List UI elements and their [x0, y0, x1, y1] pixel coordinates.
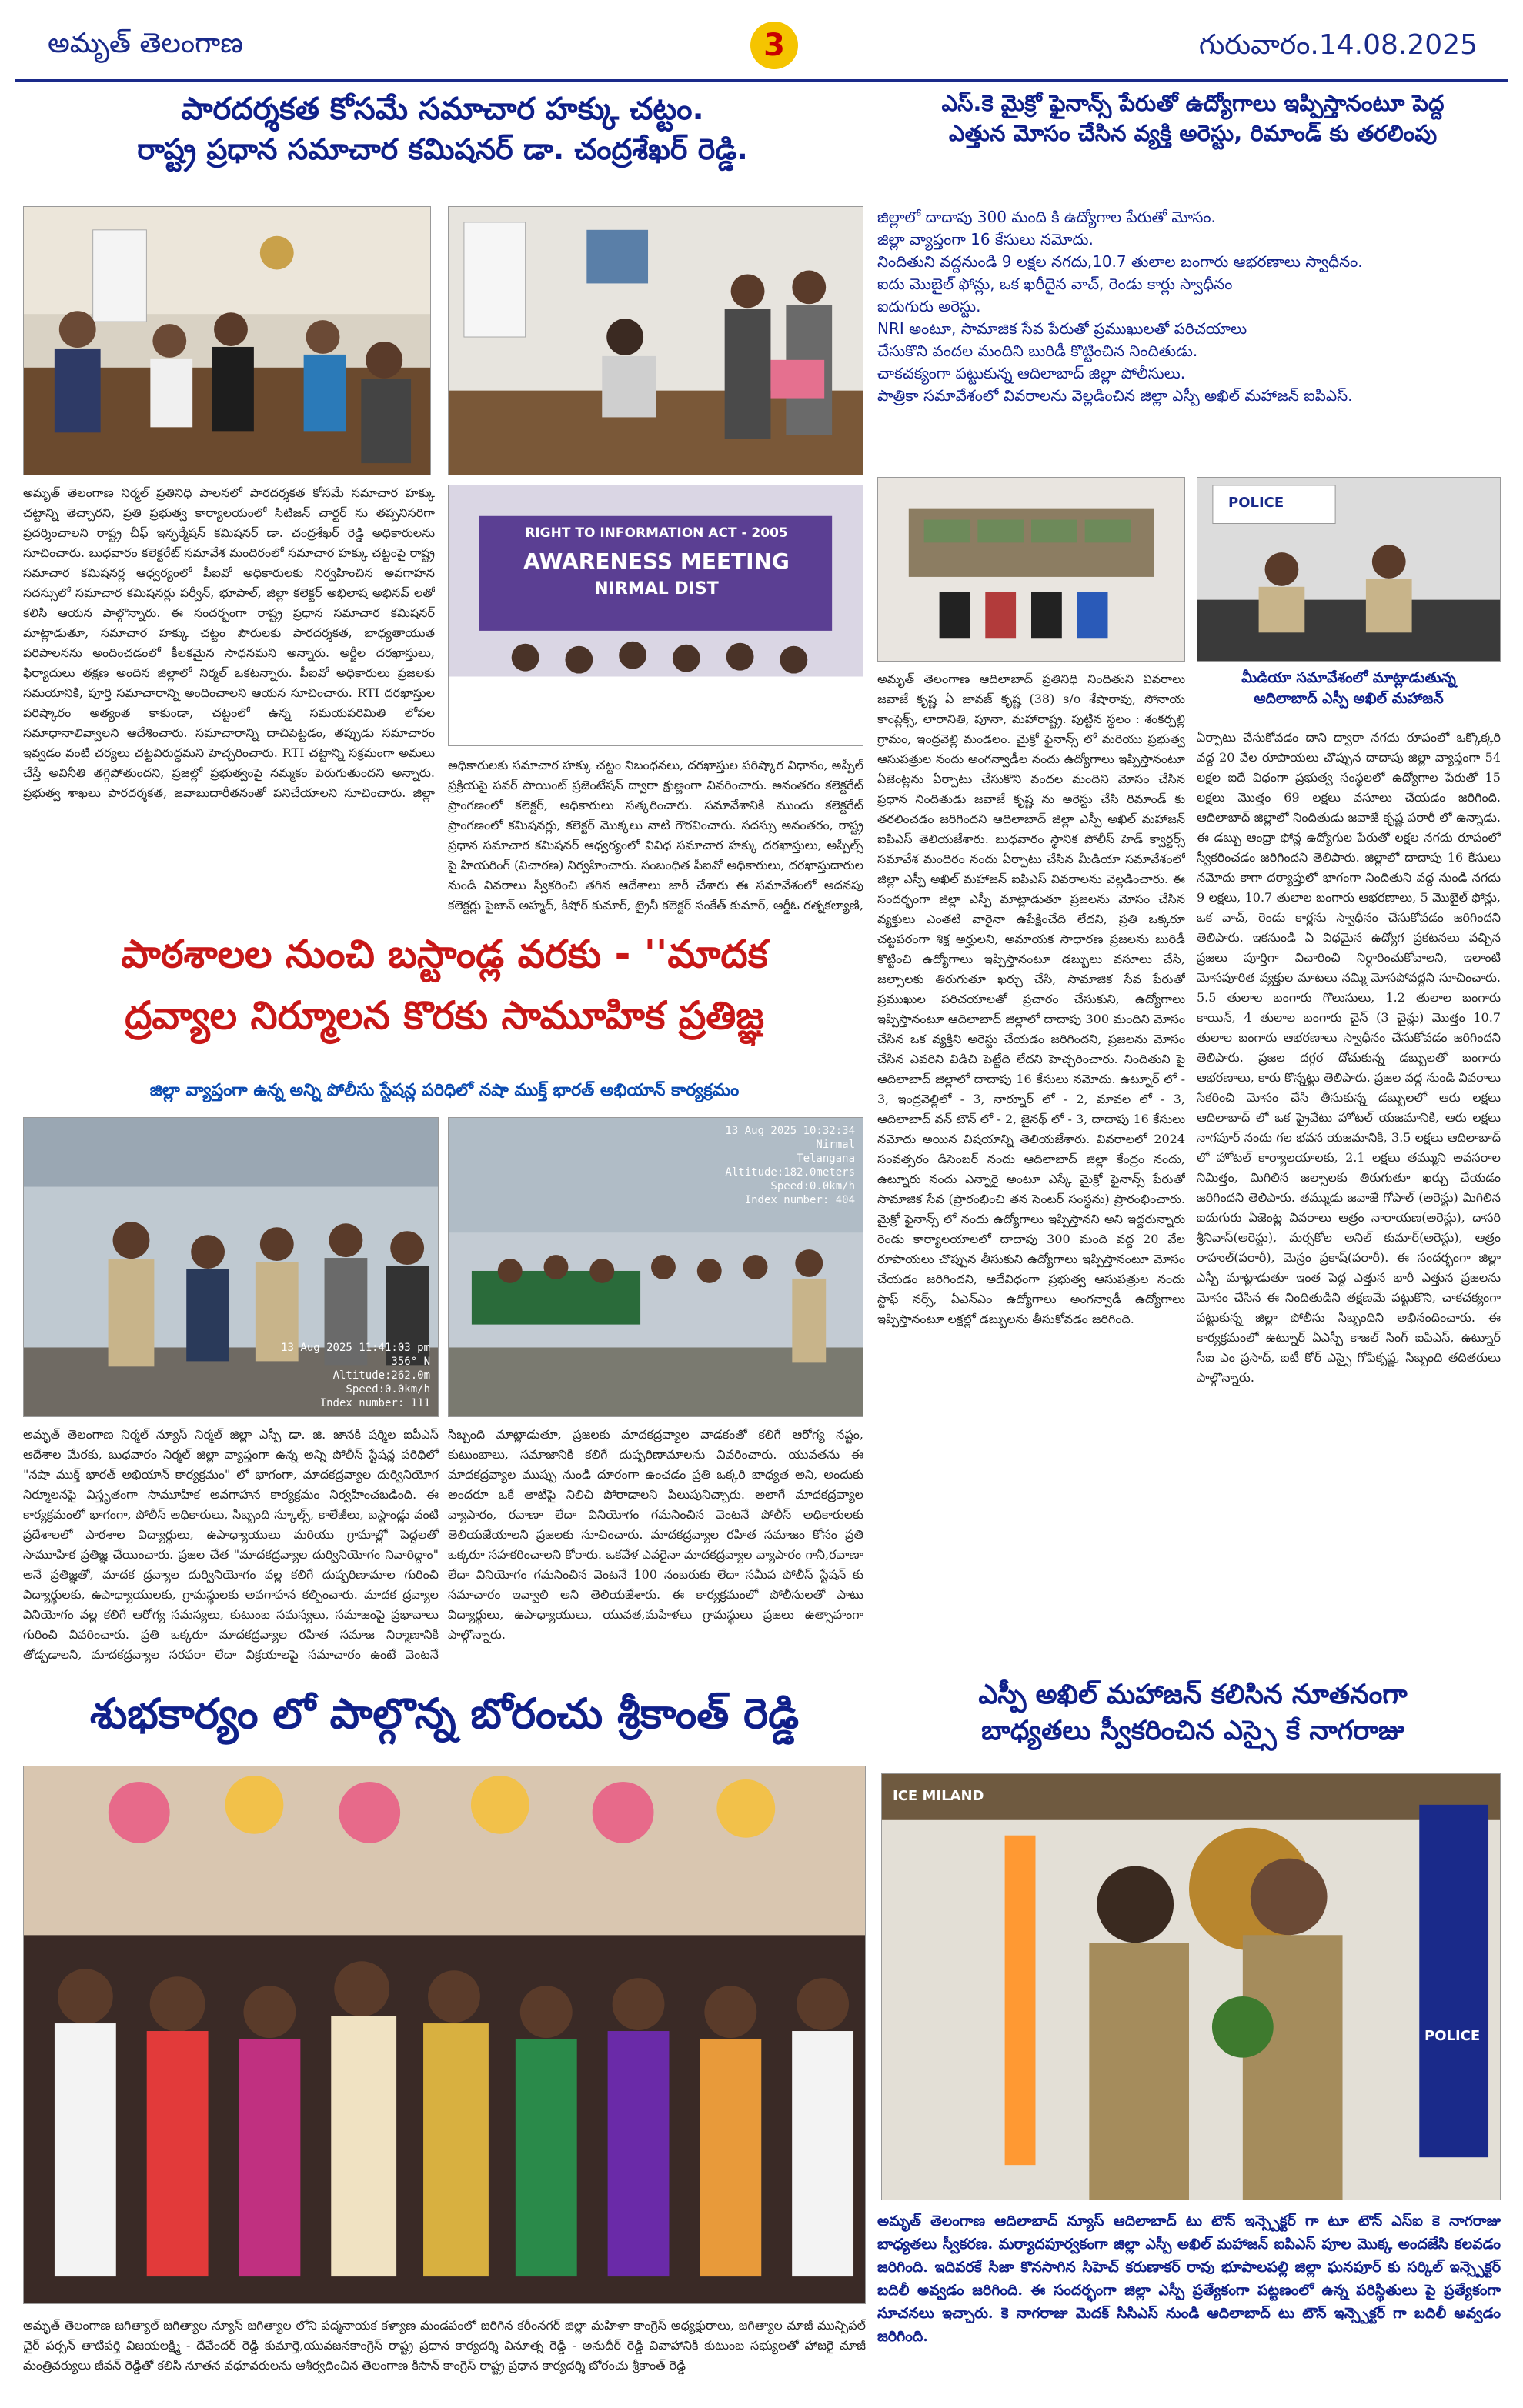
wedding-headline: శుభకార్యం లో పాల్గొన్న బోరంచు శ్రీకాంత్ రెడ్డి	[89, 1689, 800, 1738]
fraud-bullet: నిందితుని వద్దనుండి 9 లక్షల నగదు,10.7 తులాల బంగారు ఆభరణాలు స్వాధీనం.	[877, 252, 1363, 271]
rti-body-col2: అధికారులకు సమాచార హక్కు చట్టం నిబంధనలు, దరఖాస్తుల పరిష్కార విధానం, అప్పీల్ ప్రక్రియపై పవర్ పాయింట్ ప్రజెంటేషన్ ద్వారా క్షుణ్ణంగా వివరించారు. అనంతరం కలెక్టరేట్ ప్రాంగణంలో కలెక్టర్, అధికారులు సత్కరించారు. సమావేశానికి ముందు కలెక్టరేట్ ప్రాంగణంలో కమిషనర్లు, కలెక్టర్ మొక్కలు నాటి గౌరవించారు. సదస్సు అనంతరం, రాష్ట్ర ప్రధాన సమాచార కమిషనర్ ఆధ్వర్యంలో వివిధ సమాచార హక్కు దరఖాస్తులు, అప్పీల్స్ పై హియరింగ్ (విచారణ) నిర్వహించారు. సంబంధిత పీఐవో అధికారులు, దరఖాస్తుదారుల నుండి వివరాలు స్వీకరించి తగిన ఆదేశాలు జారీ చేశారు ఈ సమావేశంలో అదనపు కలెక్టర్లు ఫైజాన్ అహ్మద్, కిషోర్ కుమార్, ట్రైనీ కలెక్టర్ సంకేత్ కుమార్, ఆర్డీఓ రత్నకల్యాణి,	[448, 758, 863, 912]
fraud-bullet: పాత్రికా సమావేశంలో వివరాలను వెల్లడించిన జిల్లా ఎస్పీ అఖిల్ మహాజన్ ఐపిఎస్.	[877, 386, 1353, 405]
photo-geo-stamp-right: 13 Aug 2025 10:32:34 Nirmal Telangana Altitude:182.0meters Speed:0.0km/h Index number: 404	[725, 1125, 855, 1206]
rti-photo-banner	[448, 485, 863, 746]
rti-headline-line1: పారదర్శకత కోసమే సమాచార హక్కు చట్టం.	[181, 92, 704, 127]
newspaper-title: అమృత్ తెలంగాణ	[48, 28, 244, 59]
masthead	[15, 6, 1508, 82]
wedding-body: అమృత్ తెలంగాణ జగిత్యాల్ జగిత్యాల న్యూస్ జగిత్యాల లోని పద్మనాయక కళ్యాణ మండపంలో జరిగిన కరీంనగర్ జిల్లా మహిళా కాంగ్రెస్ అధ్యక్షురాలు, జగిత్యాల మాజీ మున్సిపల్ చైర్ పర్సన్ తాటిపర్తి విజయలక్ష్మి - దేవేందర్ రెడ్డి కుమార్తె,యువజనకాంగ్రెస్ రాష్ట్ర ప్రధాన కార్యదర్శి వినూత్న రెడ్డి - అనుదీర్ రెడ్డి వివాహానికి కుటుంబ సభ్యులతో హాజరై మాజీ మంత్రివర్యులు జీవన్ రెడ్డితో కలిసి నూతన వధూవరులను ఆశీర్వదించిన తెలంగాణ కిసాన్ కాంగ్రెస్ రాష్ట్ర ప్రధాన కార్యదర్శి బోరంచు శ్రీకాంత్ రెడ్డి	[23, 2318, 866, 2373]
fraud-bullet: ఐదుగురు అరెస్టు.	[877, 297, 981, 315]
fraud-caption-line1: మీడియా సమావేశంలో మాట్లాడుతున్న	[1241, 669, 1456, 686]
drugs-headline	[15, 923, 873, 1077]
drugs-subheadline: జిల్లా వ్యాప్తంగా ఉన్న అన్ని పోలీసు స్టేషన్ల పరిధిలో నషా ముక్త్ భారత్ అభియాన్ కార్యక్రమం	[149, 1081, 740, 1100]
fraud-headline-line2: ఎత్తున మోసం చేసిన వ్యక్తి అరెస్టు, రిమాండ్ కు తరలింపు	[948, 120, 1438, 147]
police-sign-text: POLICE	[1228, 495, 1284, 511]
fraud-bullet: చాకచక్యంగా పట్టుకున్న ఆదిలాబాద్ జిల్లా పోలీసులు.	[877, 364, 1186, 382]
fraud-bullet: జిల్లాలో దాదాపు 300 మంది కి ఉద్యోగాల పేరుతో మోసం.	[877, 208, 1216, 226]
wedding-photo	[23, 1766, 866, 2304]
page-number-badge: 3	[750, 22, 798, 69]
fraud-caption-line2: ఆదిలాబాద్ ఎస్పీ అఖిల్ మహాజన్	[1254, 689, 1444, 707]
drugs-headline-line2: ద్రవ్యాల నిర్మూలన కొరకు సామూహిక ప్రతిజ్ఞ	[125, 993, 764, 1038]
fraud-photo-seized-items	[877, 477, 1185, 662]
issue-date: గురువారం.14.08.2025	[1198, 29, 1478, 61]
rti-photo-office	[23, 206, 431, 475]
fraud-bullet: జిల్లా వ్యాప్తంగా 16 కేసులు నమోదు.	[877, 230, 1094, 248]
rti-banner-line2: AWARENESS MEETING	[523, 549, 790, 574]
fraud-headline-line1: ఎస్.కె మైక్రో ఫైనాన్స్ పేరుతో ఉద్యోగాలు ఇప్పిస్తానంటూ పెద్ద	[941, 90, 1445, 116]
fraud-photo-caption	[1197, 668, 1501, 722]
rti-photo-meeting	[448, 206, 863, 475]
rti-banner-line3: NIRMAL DIST	[594, 579, 719, 599]
fraud-bullet: ఐదు మొబైల్ ఫోన్లు, ఒక ఖరీదైన వాచ్, రెండు కార్లు స్వాధీనం	[877, 275, 1233, 293]
fraud-photo-press-meet	[1197, 477, 1501, 662]
drugs-headline-line1: పాఠశాలల నుంచి బస్టాండ్ల వరకు - ''మాదక	[121, 932, 768, 976]
drugs-body-col2: సిబ్బంది మాట్లాడుతూ, ప్రజలకు మాదకద్రవ్యాల వాడకంతో కలిగే ఆరోగ్య నష్టం, కుటుంబాలు, సమాజానికి కలిగే దుష్పరిణామాలను వివరించారు. యువతను ఈ మాదకద్రవ్యాల ముప్పు నుండి దూరంగా ఉంచడం ప్రతి ఒక్కరి బాధ్యత అని, అందుకు అందరూ ఒకే తాటిపై నిలిచి పోరాడాలని పిలుపునిచ్చారు. అలాగే మాదకద్రవ్యాల వ్యాపారం, రవాణా లేదా వినియోగం గమనించిన వెంటనే పోలీస్ అధికారులకు తెలియజేయాలని ప్రజలకు సూచించారు. మాదకద్రవ్యాల రహిత సమాజం కోసం ప్రతి ఒక్కరూ సహకరించాలని కోరారు. ఒకవేళ ఎవరైనా మాదకద్రవ్యాల వ్యాపారం గానీ,రవాణా లేదా వినియోగం గమనించిన వెంటనే 100 నంబరుకు లేదా సమీప పోలీస్ స్టేషన్ కు సమాచారం ఇవ్వాలి అని తెలియజేశారు. ఈ కార్యక్రమంలో పోలీసులతో పాటు విద్యార్థులు, ఉపాధ్యాయులు, యువత,మహిళలు గ్రామస్థులు ప్రజలు ఉత్సాహంగా పాల్గొన్నారు.	[448, 1427, 863, 1642]
drugs-body-col1: అమృత్ తెలంగాణ నిర్మల్ న్యూస్ నిర్మల్ జిల్లా ఎస్పీ డా. జి. జానకి షర్మిల ఐపీఎస్ ఆదేశాల మేరకు, బుధవారం నిర్మల్ జిల్లా వ్యాప్తంగా ఉన్న అన్ని పోలీస్ స్టేషన్ల పరిధిలో "నషా ముక్త్ భారత్ అభియాన్ కార్యక్రమం" లో భాగంగా, మాదకద్రవ్యాల దుర్వినియోగ నిర్మూలనపై విస్తృతంగా సామూహిక అవగాహన కార్యక్రమం నిర్వహించబడింది. ఈ కార్యక్రమంలో భాగంగా, పోలీస్ అధికారులు, సిబ్బంది స్కూల్స్, కాలేజీలు, బస్టాండ్లు వంటి ప్రదేశాలలో పాఠశాల విద్యార్థులు, ఉపాధ్యాయులు మరియు గ్రామాల్లో పెద్దలతో సామూహిక ప్రతిజ్ఞ చేయించారు. ప్రజల చేత "మాదకద్రవ్యాల దుర్వినియోగం నివారిద్దాం" అనే ప్రతిజ్ఞతో, మాదక ద్రవ్యాల దుర్వినియోగం వల్ల కలిగే దుష్పరిణామాల గురించి విద్యార్థులకు, ఉపాధ్యాయులకు, గ్రామస్థులకు అవగాహన కల్పించారు. మాదక ద్రవ్యాల వినియోగం వల్ల కలిగే ఆరోగ్య సమస్యలు, కుటుంబ సమస్యలు, సమాజంపై ప్రభావాలు గురించి వివరించారు. ప్రతి ఒక్కరూ మాదకద్రవ్యాల రహిత సమాజ నిర్మాణానికి తోడ్పడాలని, మాదకద్రవ్యాల సరఫరా లేదా విక్రయాలపై సమాచారం ఉంటే వెంటనే	[23, 1427, 439, 1662]
rti-body-col1: అమృత్ తెలంగాణ నిర్మల్ ప్రతినిధి పాలనలో పారదర్శకత కోసమే సమాచార హక్కు చట్టాన్ని తెచ్చారని, ప్రతి ప్రభుత్వ కార్యాలయంలో సిటిజన్ చార్టర్ ను తప్పనిసరిగా ప్రదర్శించాలని రాష్ట్ర చీఫ్ ఇన్ఫర్మేషన్ కమిషనర్ డా. చంద్రశేఖర్ రెడ్డి అధికారులను సూచించారు. బుధవారం కలెక్టరేట్ సమావేశ మందిరంలో సమాచార హక్కు చట్టంపై రాష్ట్ర సమాచార కమిషనర్ల ఆధ్వర్యంలో పీఐవో అధికారులకు నిర్వహించిన అవగాహన సదస్సులో సమాచార కమిషనర్లు పర్వీన్, భూపాల్, జిల్లా కలెక్టర్ అభిలాష అభినవ్ లతో కలిసి ఆయన పాల్గొన్నారు. ఈ సందర్భంగా రాష్ట్ర ప్రధాన సమాచార కమిషనర్ మాట్లాడుతూ, సమాచార హక్కు చట్టం పౌరులకు పారదర్శకత, బాధ్యతాయుత పరిపాలనను అందించడంలో కీలకమైన సాధనమని అన్నారు. అర్జీల దరఖాస్తులు, ఫిర్యాదులు తక్షణ అందిన జిల్లాలో నిర్మల్ ఒకటన్నారు. పీఐవో అధికారులు ప్రజలకు సమయానికి, పూర్తి సమాచారాన్ని అందించాలని ఆయన సూచించారు. RTI దరఖాస్తుల పరిష్కారం అత్యంత కాకుండా, చట్టంలో ఉన్న సమయపరిమితి లోపల సమాధానాలివ్వాలని ఆదేశించారు. సమాచారాన్ని దాచిపెట్టడం, తప్పుడు సమాచారం ఇవ్వడం వంటి చర్యలు చట్టవిరుద్ధమని హెచ్చరించారు. RTI చట్టాన్ని సక్రమంగా అమలు చేస్తే అవినీతి తగ్గిపోతుందని, ప్రజల్లో ప్రభుత్వంపై నమ్మకం పెరుగుతుందని అన్నారు. ప్రభుత్వ శాఖలు పారదర్శకత, జవాబుదారీతనంతో పనిచేయాలని సూచించారు. జిల్లా	[23, 485, 435, 800]
sp-office-sign: ICE MILAND	[893, 1788, 984, 1804]
drugs-photo-pledge-right	[448, 1117, 863, 1417]
sp-headline-line1: ఎస్పీ అఖిల్ మహాజన్ కలిసిన నూతనంగా	[978, 1679, 1408, 1710]
sp-headline-line2: బాధ్యతలు స్వీకరించిన ఎస్సై కే నాగరాజు	[981, 1716, 1404, 1747]
rti-headline	[15, 88, 870, 196]
fraud-body-col1: అమృత్ తెలంగాణ ఆదిలాబాద్ ప్రతినిధి నిందితుని వివరాలు జవాజే కృష్ణ ఏ జావజ్ కృష్ణ (38) s/o శేషారావు, సోనాయ కాంప్లెక్స్, లారానితి, పూనా, మహారాష్ట్ర. పుట్టిన స్థలం : శంకర్పల్లి గ్రామం, ఇంద్రవెల్లి మండలం. మైక్రో ఫైనాన్స్ లో మరియు ప్రభుత్వ ఆసుపత్రుల నందు అంగన్వాడీల నందు ఉద్యోగాలు ఇప్పిస్తానంటూ ఏజెంట్లను ఏర్పాటు చేసుకొని వందల మందిని మోసం చేసిన ప్రధాన నిందితుడు జవాజే కృష్ణ ను అరెస్టు చేసి రిమాండ్ కు తరలించడం జరిగిందని ఆదిలాబాద్ జిల్లా ఎస్పీ అఖిల్ మహాజన్ ఐపిఎస్ తెలియజేశారు. బుధవారం స్థానిక పోలీస్ హెడ్ క్వార్టర్స్ సమావేశ మందిరం నందు ఏర్పాటు చేసిన మీడియా సమావేశంలో జిల్లా ఎస్పీ అఖిల్ మహాజన్ ఐపిఎస్ వివరాలను వెల్లడించారు. ఈ సందర్భంగా జిల్లా ఎస్పీ మాట్లాడుతూ ప్రజలను మోసం చేసిన వ్యక్తులు ఎంతటి వారైనా ఉపేక్షించేది లేదని, ప్రతి ఒక్కరూ చట్టపరంగా శిక్ష అర్హులని, అమాయక సాధారణ ప్రజలను బురిడీ కొట్టించి ఉద్యోగాలు ఇప్పిస్తానంటూ డబ్బులు వసూలు చేసి, జల్సాలకు తిరుగుతూ ఖర్చు చేసి, సామాజిక సేవ పేరుతో ప్రముఖుల పరిచయాలతో ప్రచారం చేసుకుని, ఉద్యోగాలు ఇప్పిస్తానంటూ ఆదిలాబాద్ జిల్లాలో దాదాపు 300 మందిని మోసం చేసిన ఒక వ్యక్తిని అరెస్టు చేయడం జరిగిందని, ప్రజలను మోసం చేసిన ఎవరిని విడిచి పెట్టేది లేదని హెచ్చరించారు. నిందితుని పై ఆదిలాబాద్ జిల్లాలో దాదాపు 16 కేసులు నమోదు. ఉట్నూర్ లో - 3, ఇంద్రవెల్లిలో - 3, నార్నూర్ లో - 2, మావల లో - 3, ఆదిలాబాద్ వన్ టౌన్ లో - 2, జైనథ్ లో - 3, దాదాపు 16 కేసులు నమోదు అయిన విషయాన్ని తెలియజేశారు. వివరాలలో 2024 సంవత్సరం డిసెంబర్ నందు ఆదిలాబాద్ జిల్లా కేంద్రం నందు, ఉట్నూరు నందు ఎన్నారై అంటూ ఎస్కే మైక్రో ఫైనాన్స్ పేరుతో సామాజిక సేవ (ప్రారంభించి తన సెంటర్ సంస్థను) ప్రారంభించారు. మైక్రో ఫైనాన్స్ లో నందు ఉద్యోగాలు ఇప్పిస్తానని అని ఇద్దరున్నారు రెండు కార్యాలయాలలో దాదాపు 300 మంది వద్ద 20 వేల రూపాయలు చొప్పున తీసుకుని ఉద్యోగాలు ఇప్పిస్తానంటూ మోసం చేయడం జరిగిందని, అదేవిధంగా ప్రభుత్వ ఆసుపత్రుల నందు స్టాఫ్ నర్స్, ఏఎన్ఎం ఉద్యోగాలు అంగన్వాడీ ఉద్యోగాలు ఇప్పిస్తానంటూ లక్షల్లో డబ్బులను తీసుకోవడం జరిగింది.	[877, 672, 1185, 1326]
rti-headline-line2: రాష్ట్ర ప్రధాన సమాచార కమిషనర్ డా. చంద్రశేఖర్ రెడ్డి.	[137, 132, 748, 166]
rti-banner-line1: RIGHT TO INFORMATION ACT - 2005	[525, 525, 788, 541]
fraud-headline	[877, 88, 1508, 196]
sp-flag-label: POLICE	[1424, 2028, 1481, 2044]
fraud-bullet: NRI అంటూ, సామాజిక సేవ పేరుతో ప్రముఖులతో పరిచయాలు	[877, 319, 1247, 338]
fraud-bullets	[877, 206, 1501, 468]
fraud-bullet: చేసుకొని వందల మందిని బురిడీ కొట్టించిన నిందితుడు.	[877, 342, 1198, 360]
sp-headline	[877, 1677, 1508, 1766]
drugs-photo-pledge-left	[23, 1117, 439, 1417]
photo-geo-stamp-left: 13 Aug 2025 11:41:03 pm 356° N Altitude:262.0m Speed:0.0km/h Index number: 111	[281, 1342, 430, 1409]
fraud-body-col2: ఏర్పాటు చేసుకోవడం దాని ద్వారా నగదు రూపంలో ఒక్కొక్కరి వద్ద 20 వేల రూపాయలు చొప్పున దాదాపు జిల్లా వ్యాప్తంగా 54 లక్షల ఐదే విధంగా ప్రభుత్వ సంస్థలలో ఉద్యోగాల పేరుతో 15 లక్షలు మొత్తం 69 లక్షలు వసూలు చేయడం జరిగింది. ఆదిలాబాద్ జిల్లాలో నిందితుడు జవాజే కృష్ణ పరారీ లో ఉన్నాడు. ఈ డబ్బు ఆంధ్రా ఫోన్ల ఉద్యోగుల పేరుతో లక్షల నగదు రూపంలో స్వీకరించడం జరిగిందని తెలిపారు. జిల్లాలో దాదాపు 16 కేసులు నమోదు కాగా దర్యాప్తులో భాగంగా నిందితుని వద్ద నుండి నగదు 9 లక్షలు, 10.7 తులాల బంగారు ఆభరణాలు, 5 మొబైల్ ఫోన్లు, ఒక వాచ్, రెండు కార్లను స్వాధీనం చేసుకోవడం జరిగిందని తెలిపారు. ఇకనుండి ఏ విధమైన ఉద్యోగ ప్రకటనలు వచ్చిన ప్రజలు పూర్తిగా విచారించి నిర్ధారించుకోవాలని, ఇలాంటి మోసపూరిత వ్యక్తుల మాటలు నమ్మి మోసపోవద్దని సూచించారు. 5.5 తులాల బంగారు గొలుసులు, 1.2 తులాల బంగారు కాయిన్, 4 తులాల బంగారు చైన్ (3 చైన్లు) మొత్తం 10.7 తులాల బంగారు ఆభరణాలు స్వాధీనం చేసుకోవడం జరిగిందని తెలిపారు. ప్రజల దగ్గర దోచుకున్న డబ్బులతో బంగారు ఆభరణాలు, కారు కొన్నట్టు తెలిపారు. ప్రజల వద్ద నుండి వివరాలు సేకరించి మోసం చేసి తీసుకున్న డబ్బులలో ఆరు లక్షలు ఆదిలాబాద్ లో ఒక ప్రైవేటు హోటల్ యజమానికి, ఆరు లక్షలు నాగపూర్ నందు గల భవన యజమానికి, 3.5 లక్షలు ఆదిలాబాద్ లో హోటల్ కార్యాలయాలకు, 2.1 లక్షలు తమ్ముని అవసరాల నిమిత్తం, మిగిలిన జల్సాలకు తిరుగుతూ ఖర్చు చేయడం జరిగిందని తెలిపారు. తమ్ముడు జవాజే గోపాల్ (అరెస్టు) మిగిలిన ఐదుగురు ఏజెంట్ల వివరాలు ఆత్రం నారాయణ(అరెస్టు), దాసరి శ్రీనివాస్(అరెస్టు), మర్సకోల అనిల్ కుమార్(అరెస్టు), ఆత్రం రాహుల్(పరారీ), మెస్రం ప్రకాష్(పరారీ). ఈ సందర్భంగా జిల్లా ఎస్పీ మాట్లాడుతూ ఇంత పెద్ద ఎత్తున భారీ ఎత్తున ప్రజలను మోసం చేసిన ఈ నిందితుడిని తక్షణమే పట్టుకొని, చాకచక్యంగా పట్టుకున్న జిల్లా పోలీసు సిబ్బందిని అభినందించారు. ఈ కార్యక్రమంలో ఉట్నూర్ ఏఎస్పీ కాజల్ సింగ్ ఐపిఎస్, ఉట్నూర్ సీఐ ఎం ప్రసాద్, ఐటీ కోర్ ఎస్సై గోపికృష్ణ, సిబ్బంది తదితరులు పాల్గొన్నారు.	[1197, 730, 1501, 1385]
sp-photo	[881, 1773, 1501, 2200]
sp-body: అమృత్ తెలంగాణ ఆదిలాబాద్ న్యూస్ ఆదిలాబాద్ టు టౌన్ ఇన్స్పెక్టర్ గా టూ టౌన్ ఎస్ఐ కె నాగరాజు బాధ్యతలు స్వీకరణ. మర్యాదపూర్వకంగా జిల్లా ఎస్పీ అఖిల్ మహాజన్ ఐపిఎస్ పూల మొక్క అందజేసి కలవడం జరిగింది. ఇదివరకే సిజా కొనసాగిన సిహెచ్ కరుణాకర్ రావు భూపాలపల్లి జిల్లా ఘనపూర్ కు సర్కిల్ ఇన్స్పెక్టర్ బదిలీ అవ్వడం జరిగింది. ఈ సందర్భంగా జిల్లా ఎస్పీ ప్రత్యేకంగా పట్టణంలో ఉన్న పరిస్థితులు పై ప్రత్యేకంగా సూచనలు ఇచ్చారు. కె నాగరాజు మెదక్ సిసిఎస్ నుండి ఆదిలాబాద్ టు టౌన్ ఇన్స్పెక్టర్ గా బదిలీ అవ్వడం జరిగింది.	[877, 2213, 1501, 2345]
